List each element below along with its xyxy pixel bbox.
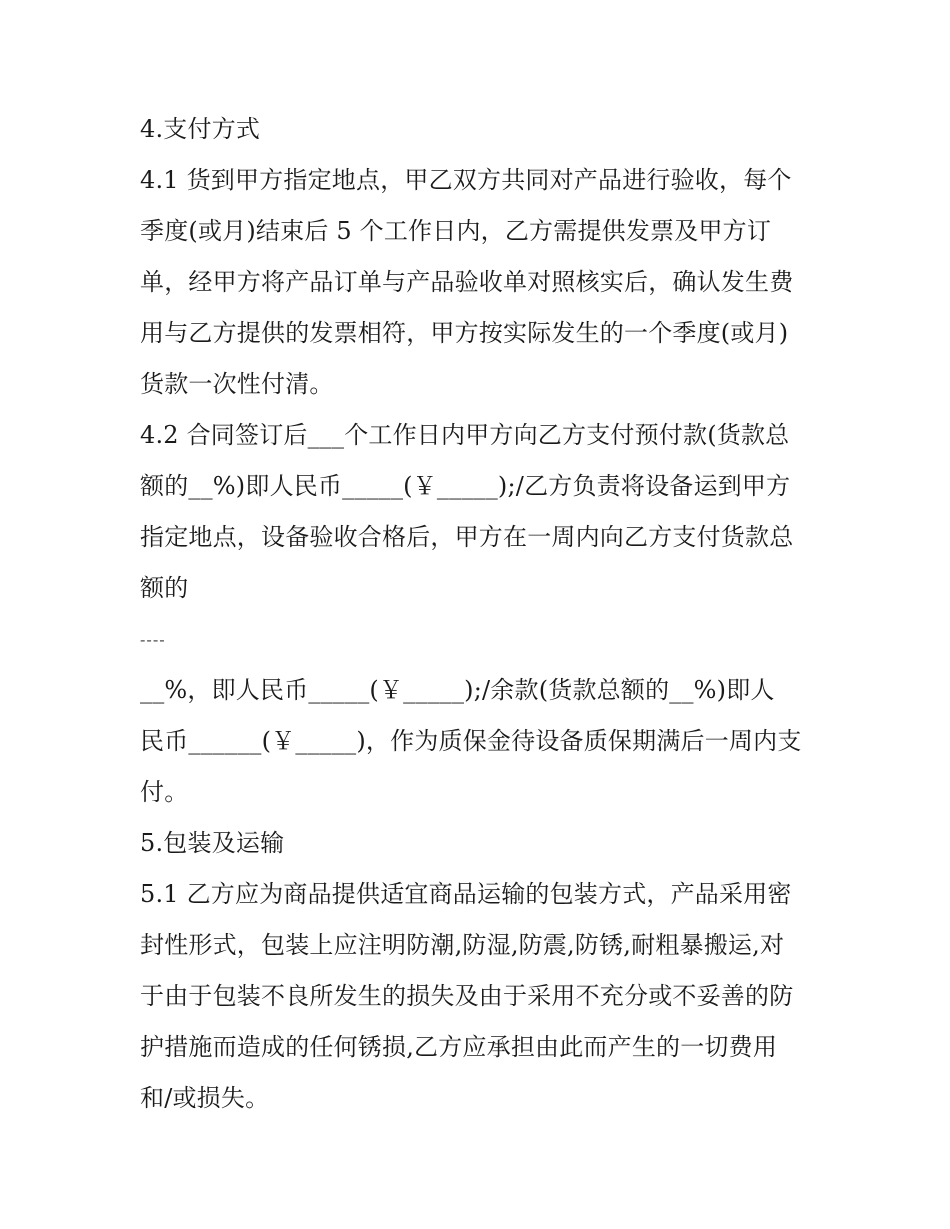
clause-4-2-line: 额的 [140,574,189,602]
clause-5-1-line: 于由于包装不良所发生的损失及由于采用不充分或不妥善的防 [140,982,794,1010]
clause-4-1-line: 季度(或月)结束后 5 个工作日内，乙方需提供发票及甲方订 [140,217,772,245]
clause-4-1-line: 用与乙方提供的发票相符，甲方按实际发生的一个季度(或月) [140,319,789,347]
clause-5-1-line: 和/或损失。 [140,1084,270,1112]
clause-4-2-line: 付。 [140,778,189,806]
section-heading-payment: 4.支付方式 [140,115,261,143]
document-page [140,104,820,1124]
clause-4-2-line: 额的__%)即人民币_____(￥_____);/乙方负责将设备运到甲方 [140,472,791,500]
clause-4-1-line: 货款一次性付清。 [140,370,334,398]
clause-5-1-line: 护措施而造成的任何锈损,乙方应承担由此而产生的一切费用 [140,1033,778,1061]
clause-4-2-line: __%，即人民币_____(￥_____);/余款(货款总额的__%)即人 [140,676,775,704]
clause-4-2-line: 指定地点，设备验收合格后，甲方在一周内向乙方支付货款总 [140,523,794,551]
clause-4-1-line: 单，经甲方将产品订单与产品验收单对照核实后，确认发生费 [140,268,794,296]
clause-5-1-line: 5.1 乙方应为商品提供适宜商品运输的包装方式，产品采用密 [140,880,792,908]
clause-4-2-line: 4.2 合同签订后___个工作日内甲方向乙方支付预付款(货款总 [140,421,790,449]
clause-4-2-line: 民币______(￥_____)，作为质保金待设备质保期满后一周内支 [140,727,802,755]
clause-5-1-line: 封性形式，包装上应注明防潮,防湿,防震,防锈,耐粗暴搬运,对 [140,931,785,959]
section-heading-packaging: 5.包装及运输 [140,829,285,857]
clause-4-1-line: 4.1 货到甲方指定地点，甲乙双方共同对产品进行验收，每个 [140,166,792,194]
page-break-divider: ---- [140,630,166,649]
